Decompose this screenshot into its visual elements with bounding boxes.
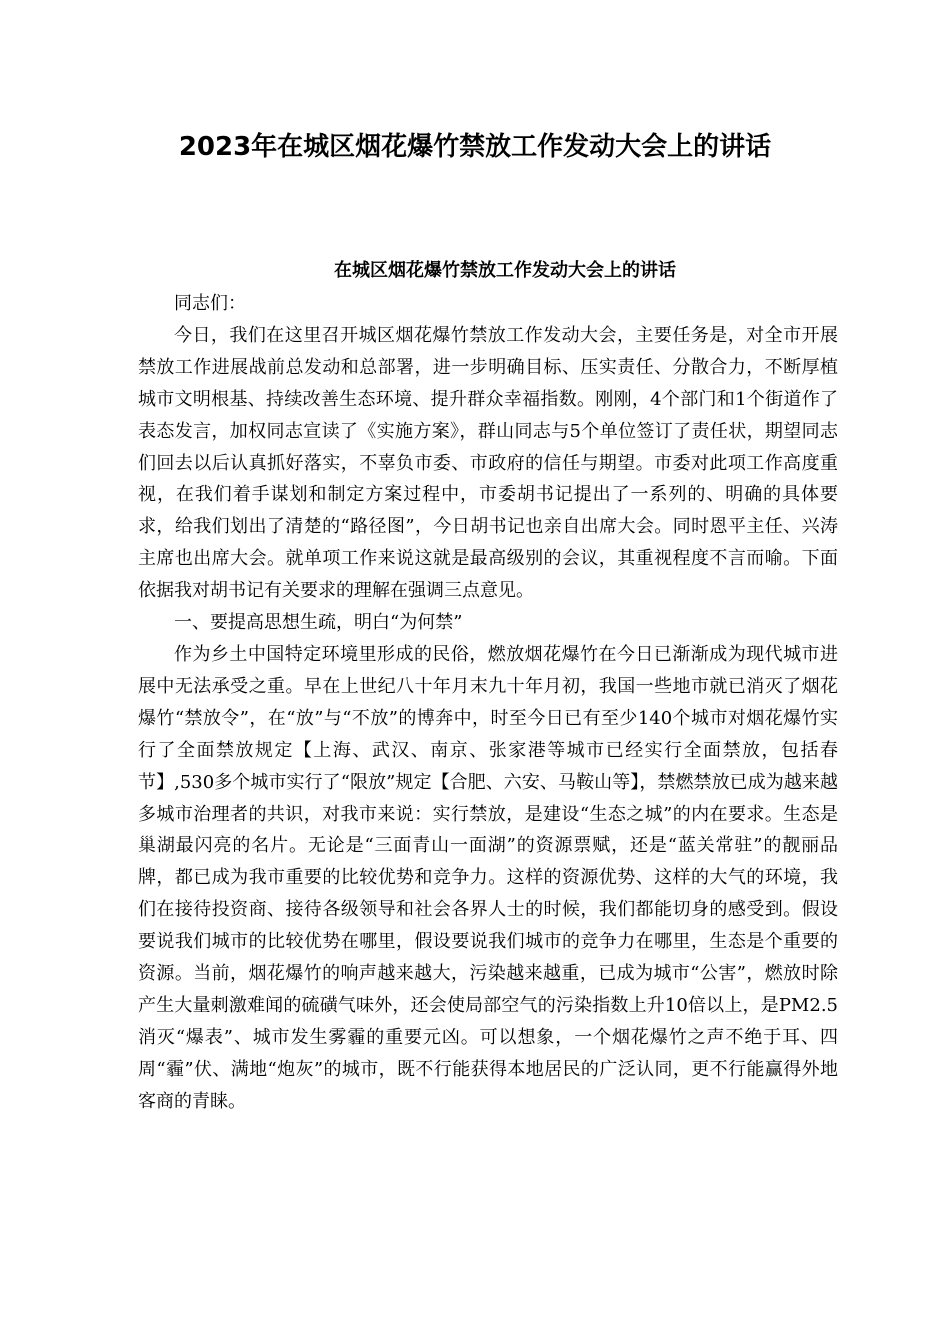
speech-title: 在城区烟花爆竹禁放工作发动大会上的讲话 [334, 260, 676, 281]
salutation: 同志们： [174, 293, 246, 314]
section-heading-1: 一、要提高思想生疏，明白“为何禁” [174, 612, 463, 634]
document-body [138, 288, 838, 1118]
paragraph-opening: 今日，我们在这里召开城区烟花爆竹禁放工作发动大会，主要任务是，对全市开展禁放工作进展战前总发动和总部署，进一步明确目标、压实责任、分散合力，不断厚植城市文明根基、持续改善生态环境、提升群众幸福指数。刚刚，4个部门和1个街道作了表态发言，加权同志宣读了《实施方案》，群山同志与5个单位签订了责任状，期望同志们回去以后认真抓好落实，不辜负市委、市政府的信任与期望。市委对此项工作高度重视，在我们着手谋划和制定方案过程中，市委胡书记提出了一系列的、明确的具体要求，给我们划出了清楚的“路径图”，今日胡书记也亲自出席大会。同时恩平主任、兴涛主席也出席大会。就单项工作来说这就是最高级别的会议，其重视程度不言而喻。下面依据我对胡书记有关要求的理解在强调三点意见。 [138, 324, 838, 602]
document-title: 2023年在城区烟花爆竹禁放工作发动大会上的讲话 [178, 132, 772, 162]
paragraph-section-1: 作为乡土中国特定环境里形成的民俗，燃放烟花爆竹在今日已渐渐成为现代城市进展中无法承受之重。早在上世纪八十年月末九十年月初，我国一些地市就已消灭了烟花爆竹“禁放令”，在“放”与“不放”的博奔中，时至今日已有至少140个城市对烟花爆竹实行了全面禁放规定【上海、武汉、南京、张家港等城市已经实行全面禁放，包括春节】,530多个城市实行了“限放”规定【合肥、六安、马鞍山等】，禁燃禁放已成为越来越多城市治理者的共识，对我市来说：实行禁放，是建设“生态之城”的内在要求。生态是巢湖最闪亮的名片。无论是“三面青山一面湖”的资源票赋，还是“蓝关常驻”的靓丽品牌，都已成为我市重要的比较优势和竞争力。这样的资源优势、这样的大气的环境，我们在接待投资商、接待各级领导和社会各界人士的时候，我们都能切身的感受到。假设要说我们城市的比较优势在哪里，假设要说我们城市的竞争力在哪里，生态是个重要的资源。当前，烟花爆竹的响声越来越大，污染越来越重，已成为城市“公害”，燃放时除产生大量刺激难闻的硫磺气味外，还会使局部空气的污染指数上升10倍以上，是PM2.5消灭“爆表”、城市发生雾霾的重要元凶。可以想象，一个烟花爆竹之声不绝于耳、四周“霾”伏、满地“炮灰”的城市，既不行能获得本地居民的广泛认同，更不行能赢得外地客商的青睐。 [138, 643, 838, 1112]
